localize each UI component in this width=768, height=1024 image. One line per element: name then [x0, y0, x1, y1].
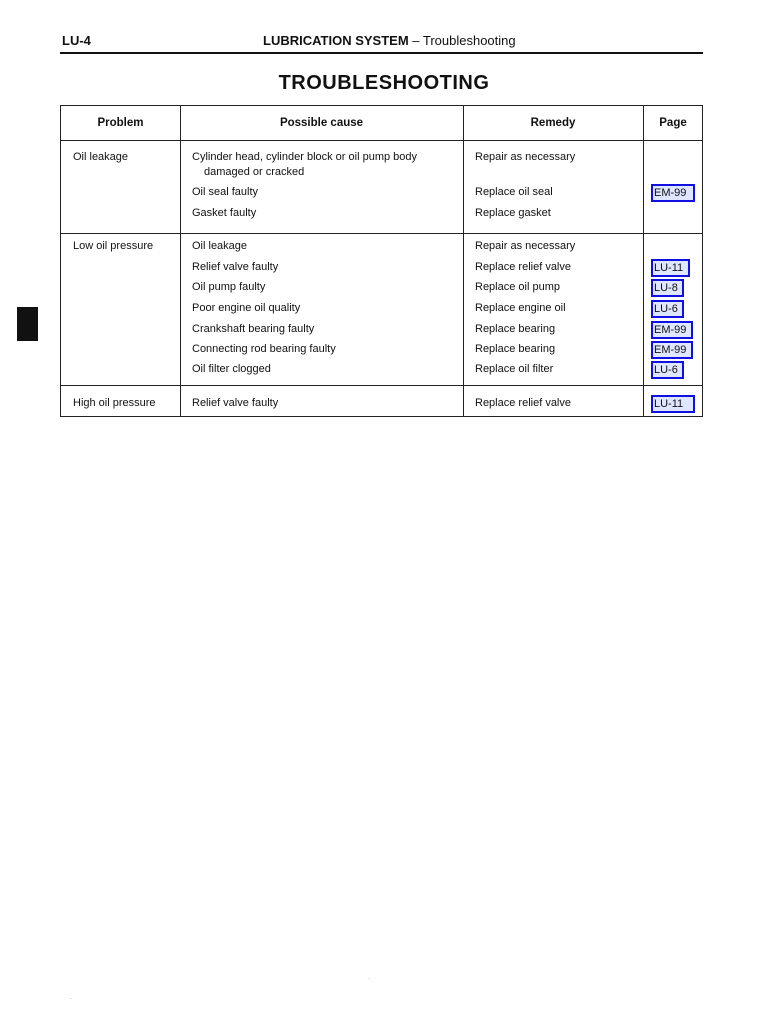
column-header-page: Page: [659, 117, 687, 129]
page-reference-link[interactable]: LU-6: [651, 300, 684, 318]
problem-cell: High oil pressure: [73, 397, 156, 409]
page-reference-link[interactable]: EM-99: [651, 341, 693, 359]
column-divider: [643, 106, 644, 416]
remedy-cell: Replace gasket: [475, 207, 551, 219]
remedy-cell: Replace bearing: [475, 343, 556, 355]
remedy-cell: Replace relief valve: [475, 261, 571, 273]
cause-cell: Crankshaft bearing faulty: [192, 323, 315, 335]
remedy-cell: Replace oil seal: [475, 186, 553, 198]
cause-cell: Relief valve faulty: [192, 397, 279, 409]
cause-cell: Cylinder head, cylinder block or oil pump body: [192, 151, 418, 163]
remedy-cell: Replace oil pump: [475, 281, 560, 293]
section-tab-marker: [17, 307, 38, 341]
scan-speck: .: [70, 992, 73, 1001]
header-subsection: – Troubleshooting: [408, 33, 516, 48]
column-divider: [463, 106, 464, 416]
header-divider: [61, 140, 702, 141]
cause-cell: Poor engine oil quality: [192, 302, 301, 314]
cause-cell: Relief valve faulty: [192, 261, 279, 273]
cause-cell: Oil leakage: [192, 240, 248, 252]
page-code: LU-4: [62, 33, 91, 48]
page-reference-link[interactable]: LU-6: [651, 361, 684, 379]
problem-cell: Oil leakage: [73, 151, 129, 163]
header-section: LUBRICATION SYSTEM: [263, 33, 409, 48]
group-divider: [61, 233, 702, 234]
header-title: [263, 33, 516, 48]
troubleshooting-table: [60, 105, 703, 417]
cause-cell-continued: damaged or cracked: [204, 166, 305, 178]
column-header-problem: Problem: [97, 117, 144, 129]
problem-cell: Low oil pressure: [73, 240, 154, 252]
cause-cell: Oil seal faulty: [192, 186, 259, 198]
scan-speck: .: [368, 972, 371, 981]
remedy-cell: Repair as necessary: [475, 240, 576, 252]
group-divider: [61, 385, 702, 386]
remedy-cell: Replace oil filter: [475, 363, 554, 375]
cause-cell: Oil filter clogged: [192, 363, 271, 375]
remedy-cell: Repair as necessary: [475, 151, 576, 163]
header-rule: [60, 52, 703, 54]
column-header-cause: Possible cause: [279, 117, 364, 129]
column-header-remedy: Remedy: [530, 117, 576, 129]
remedy-cell: Replace engine oil: [475, 302, 566, 314]
page-reference-link[interactable]: EM-99: [651, 184, 695, 202]
page-reference-link[interactable]: LU-11: [651, 395, 695, 413]
remedy-cell: Replace relief valve: [475, 397, 571, 409]
cause-cell: Oil pump faulty: [192, 281, 266, 293]
remedy-cell: Replace bearing: [475, 323, 556, 335]
page-reference-link[interactable]: LU-11: [651, 259, 690, 277]
cause-cell: Connecting rod bearing faulty: [192, 343, 336, 355]
page-reference-link[interactable]: LU-8: [651, 279, 684, 297]
column-divider: [180, 106, 181, 416]
page-reference-link[interactable]: EM-99: [651, 321, 693, 339]
cause-cell: Gasket faulty: [192, 207, 257, 219]
page-title: TROUBLESHOOTING: [278, 72, 490, 94]
